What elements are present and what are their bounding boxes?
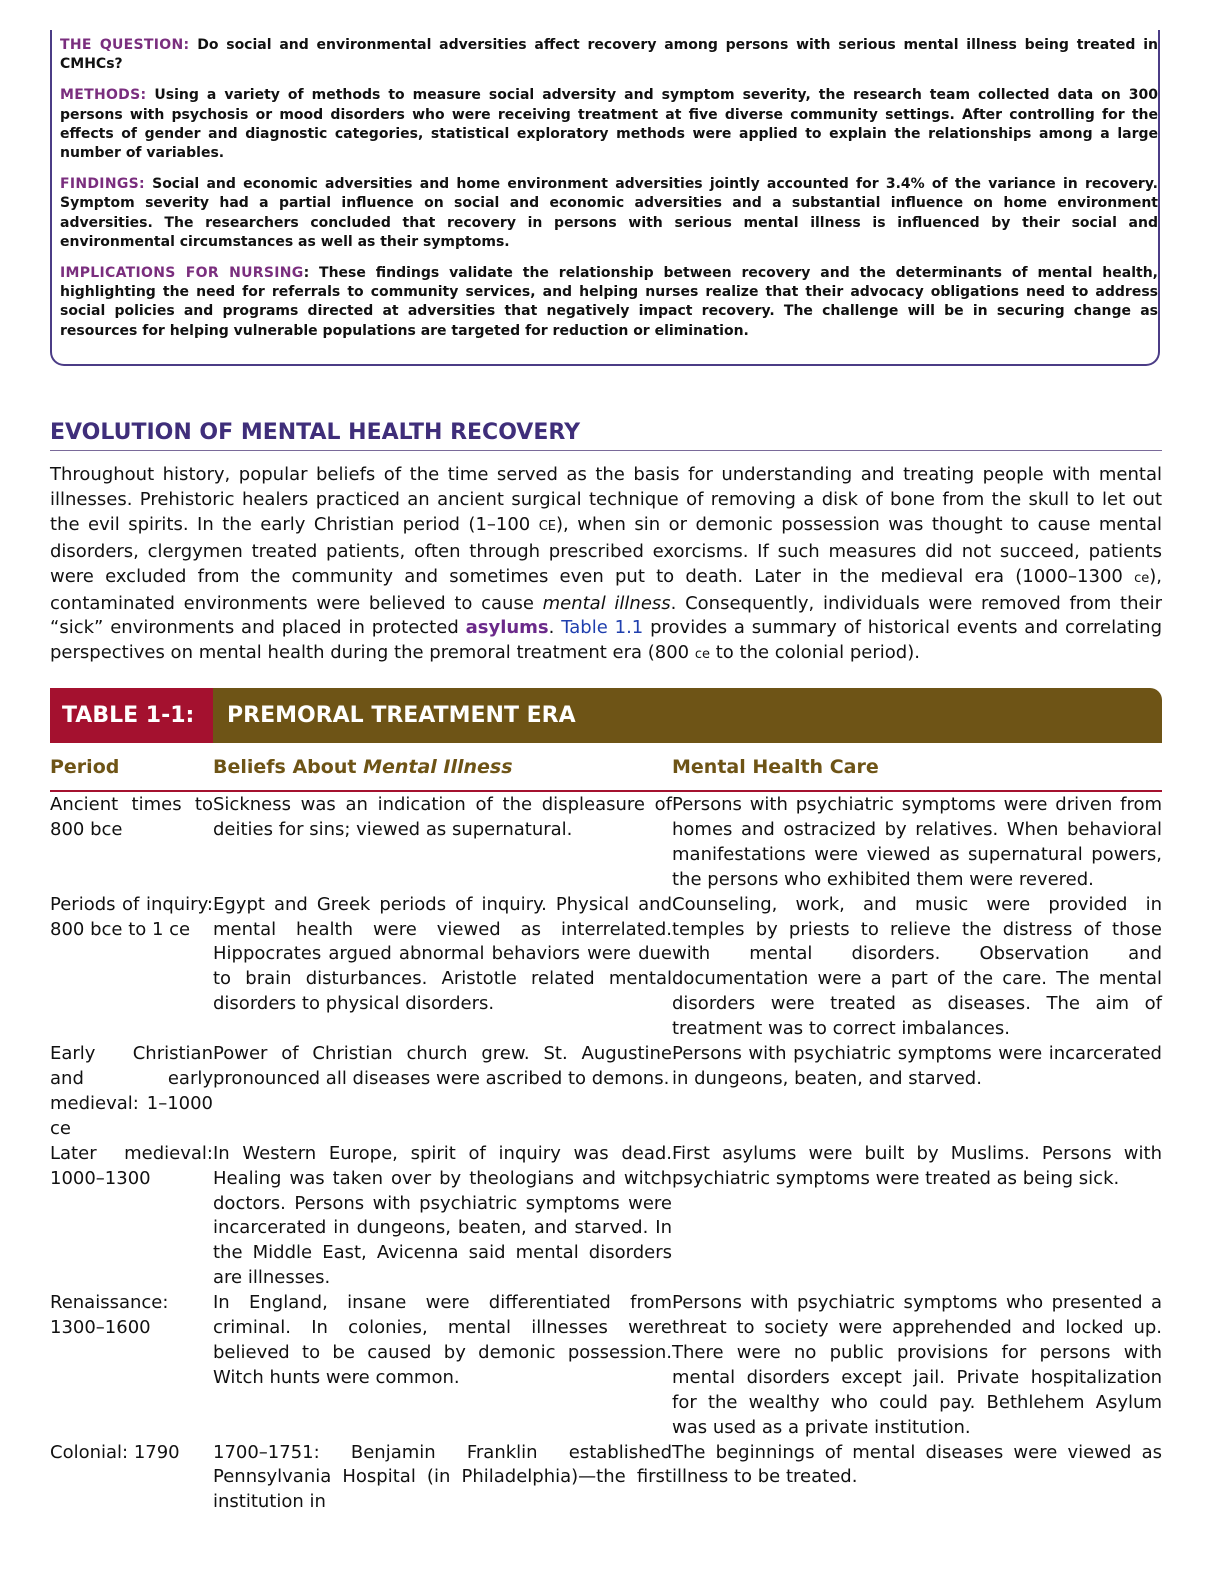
table-row [50,893,1162,1042]
era-abbrev-3: ce [694,647,710,663]
row-period: Early Christian and early medieval: 1–1000 ce [50,1043,213,1139]
italic-term: mental illness [542,592,671,614]
row-beliefs: Egypt and Greek periods of inquiry. Physical and mental health were viewed as interrelated. Hippocrates argued abnormal behaviors were due to brain disturbances. Aristotle related mental disorders to physical disorders. [213,893,672,1015]
research-summary-box [50,30,1160,366]
row-period: Renaissance: 1300–1600 [50,1292,169,1339]
table-number: TABLE 1-1: [50,688,213,743]
table-header-row [50,752,1162,792]
body-text-2: ), when sin or demonic possession was thought to cause mental disorders, clergymen treated patients, often through prescribed exorcisms. If such measures did not succeed, patients were excluded from the community and sometimes even put to death. Later in the medieval era (1000–1300 [50,513,1162,587]
row-beliefs: In England, insane were differentiated from criminal. In colonies, mental illnesses were believed to be caused by demonic possession. Witch hunts were common. [213,1292,672,1388]
body-text-7: to the colonial period). [710,642,920,664]
key-term-asylums: asylums [465,617,549,639]
table-row [50,1142,1162,1291]
implications-paragraph [60,264,1158,341]
row-beliefs: In Western Europe, spirit of inquiry was dead. Healing was taken over by theologians and witch doctors. Persons with psychiatric symptoms were incarcerated in dungeons, beaten, and starved. In the Middle East, Avicenna said mental disorders are illnesses. [213,1142,672,1289]
row-care: First asylums were built by Muslims. Persons with psychiatric symptoms were treated as being sick. [672,1142,1162,1189]
row-beliefs: 1700–1751: Benjamin Franklin established Pennsylvania Hospital (in Philadelphia)—the first institution in [213,1441,672,1513]
methods-paragraph [60,86,1158,163]
body-paragraph [50,463,1162,668]
table-row [50,1291,1162,1440]
table-row [50,1042,1162,1142]
table-cross-reference-link[interactable]: Table 1.1 [561,617,644,639]
question-text: Do social and environmental adversities affect recovery among persons with serious mental illness being treated in CMHCs? [60,37,1159,73]
header-period: Period [50,756,120,778]
body-text-1: Throughout history, popular beliefs of the time served as the basis for understanding and treating people with mental illnesses. Prehistoric healers practiced an ancient surgical technique of removing a disk of bone from the skull to let out the evil spirits. In the early Christian period (1–100 [50,464,1162,535]
era-abbrev-2: ce [1134,570,1150,586]
findings-paragraph [60,175,1158,252]
implications-label: IMPLICATIONS FOR NURSING [60,265,304,282]
findings-label: FINDINGS: [60,176,145,193]
row-period: Later medieval: 1000–1300 [50,1142,213,1189]
row-beliefs: Sickness was an indication of the displeasure of deities for sins; viewed as supernatural. [213,794,672,840]
row-care: Persons with psychiatric symptoms who presented a threat to society were apprehended and locked up. There were no public provisions for persons with mental disorders except jail. Private hospitalization for the wealthy who could pay. Bethlehem Asylum was used as a private institution. [672,1292,1162,1438]
table-row [50,793,1162,893]
question-label: THE QUESTION: [60,37,190,53]
table-banner [50,688,1162,743]
row-period: Periods of inquiry: 800 bce to 1 ce [50,893,213,940]
findings-text: Social and economic adversities and home environment adversities jointly accounted for 3.4% of the variance in recovery. Symptom severity had a partial influence on social and economic adversities and a substantial influence on home environment adversities. The researchers concluded that recovery in persons with serious mental illness is influenced by their social and environmental circumstances as well as their symptoms. [60,176,1158,250]
methods-text: Using a variety of methods to measure social adversity and symptom severity, the research team collected data on 300 persons with psychosis or mood disorders who were receiving treatment at five diverse community settings. After controlling for the effects of gender and diagnostic categories, statistical exploratory methods were applied to explain the relationships among a large number of variables. [60,87,1158,162]
table-title: PREMORAL TREATMENT ERA [213,688,1162,743]
body-text-6: provides a summary of historical events and correlating perspectives on mental health during the premoral treatment era (800 [50,617,1162,664]
header-beliefs-italic: Mental Illness [363,756,513,778]
era-abbrev-1: CE [538,518,557,534]
row-care: Persons with psychiatric symptoms were driven from homes and ostracized by relatives. When behavioral manifestations were viewed as supernatural powers, the persons who exhibited them were revered. [672,794,1162,890]
methods-label: METHODS: [60,87,147,104]
row-care: The beginnings of mental diseases were viewed as illness to be treated. [672,1441,1162,1488]
header-beliefs-prefix: Beliefs About [213,756,364,778]
row-period: Ancient times to 800 bce [50,794,213,840]
row-care: Counseling, work, and music were provided in temples by priests to relieve the distress of those with mental disorders. Observation and documentation were a part of the care. The mental disorders were treated as diseases. The aim of treatment was to correct imbalances. [672,893,1162,1040]
table-row [50,1441,1162,1516]
section-heading: EVOLUTION OF MENTAL HEALTH RECOVERY [50,418,1162,451]
implications-text: : These findings validate the relationship between recovery and the determinants of mental health, highlighting the need for referrals to community services, and helping nurses realize that their advocacy obligations need to address social policies and programs directed at adversities that negatively impact recovery. The challenge will be in securing change as resources for helping vulnerable populations are targeted for reduction or elimination. [60,265,1158,339]
question-paragraph [60,36,1158,74]
body-text-5: . [548,617,562,639]
row-period: Colonial: 1790 [50,1441,180,1463]
body-text-4: . Consequently, individuals were removed from their “sick” environments and placed in protected [50,592,1162,639]
row-care: Persons with psychiatric symptoms were incarcerated in dungeons, beaten, and starved. [672,1043,1162,1089]
row-beliefs: Power of Christian church grew. St. Augustine pronounced all diseases were ascribed to demons. [213,1043,672,1089]
premoral-treatment-table [50,752,1162,1515]
header-care: Mental Health Care [672,756,879,778]
header-beliefs [213,752,672,790]
body-text-3: ), contaminated environments were believed to cause [50,565,1162,614]
